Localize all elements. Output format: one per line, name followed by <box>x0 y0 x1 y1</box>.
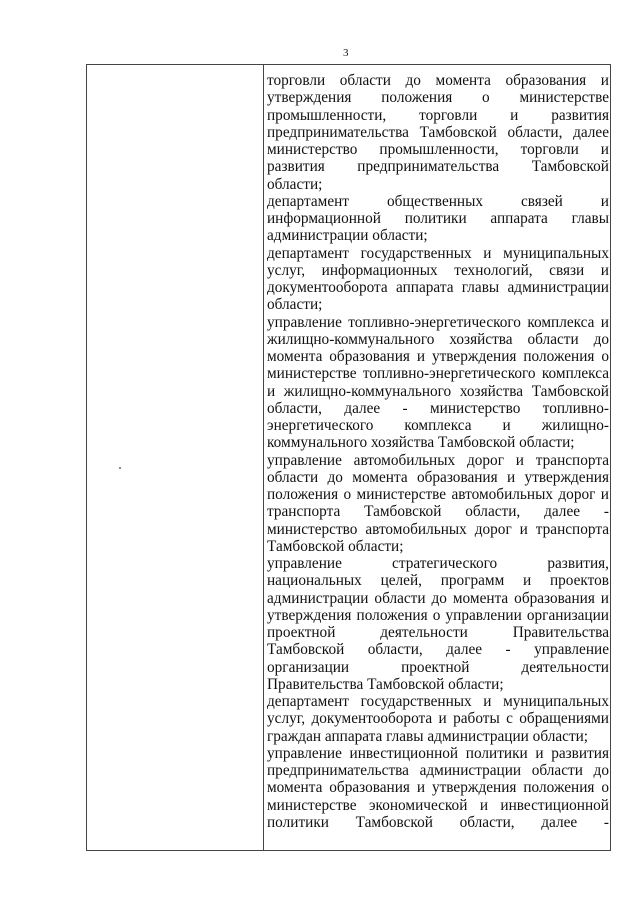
paragraph <box>267 452 609 556</box>
text-line: документооборота аппарата главы администрации <box>267 279 609 296</box>
text-line: утверждения положения о министерстве <box>267 89 609 107</box>
text-line: области, далее - министерство топливно- <box>267 399 609 417</box>
text-line: Тамбовской области, далее - управление <box>267 641 609 659</box>
text-line: информационной политики аппарата главы <box>267 210 609 227</box>
text-line: промышленности, торговли и развития <box>267 106 609 124</box>
column-divider <box>263 65 264 850</box>
text-line: момента образования и утверждения положения о <box>267 348 609 365</box>
paragraph <box>267 555 609 693</box>
paragraph <box>267 745 609 831</box>
text-line: области; <box>267 296 323 314</box>
paragraph <box>267 693 609 745</box>
text-line: национальных целей, программ и проектов <box>267 572 609 590</box>
text-line: утверждения положения о управлении организации <box>267 606 609 624</box>
text-line: управление топливно-энергетического комплекса и <box>267 313 609 331</box>
text-line: Правительства Тамбовской области; <box>267 675 504 693</box>
text-line: транспорта Тамбовской области, далее - <box>267 503 609 521</box>
text-line: коммунального хозяйства Тамбовской области; <box>267 434 575 452</box>
text-line: управление стратегического развития, <box>267 555 609 572</box>
text-line: граждан аппарата главы администрации области; <box>267 727 589 745</box>
text-line: администрации области до момента образования и <box>267 589 609 607</box>
text-line: администрации области; <box>267 227 428 245</box>
text-line: торговли области до момента образования и <box>267 72 609 89</box>
paragraph <box>267 245 609 314</box>
text-line: услуг, информационных технологий, связи и <box>267 261 609 279</box>
text-line: развития предпринимательства Тамбовской <box>267 158 609 176</box>
text-line: департамент общественных связей и <box>267 192 609 210</box>
text-line: жилищно-коммунального хозяйства области до <box>267 330 609 348</box>
text-line: управление инвестиционной политики и развития <box>267 744 609 762</box>
text-line: энергетического комплекса и жилищно- <box>267 417 609 434</box>
text-line: организации проектной деятельности <box>267 658 609 676</box>
text-line: Тамбовской области; <box>267 537 404 555</box>
text-line: управление автомобильных дорог и транспорта <box>267 451 609 469</box>
table-cell-text <box>267 72 609 831</box>
text-line: политики Тамбовской области, далее - <box>267 813 609 831</box>
text-line: департамент государственных и муниципальных <box>267 693 609 710</box>
text-line: и жилищно-коммунального хозяйства Тамбовской <box>267 382 609 400</box>
text-line: министерстве экономической и инвестиционной <box>267 796 609 814</box>
page-number: 3 <box>343 47 349 59</box>
text-line: положения о министерстве автомобильных дорог и <box>267 486 609 503</box>
text-line: предпринимательства администрации области до <box>267 762 609 779</box>
text-line: области до момента образования и утверждения <box>267 468 609 486</box>
text-line: министерстве топливно-энергетического комплекса <box>267 365 609 383</box>
paragraph <box>267 314 609 452</box>
text-line: услуг, документооборота и работы с обращениями <box>267 710 609 728</box>
text-line: министерство промышленности, торговли и <box>267 141 609 158</box>
text-line: министерство автомобильных дорог и транспорта <box>267 520 609 538</box>
paragraph <box>267 193 609 245</box>
text-line: момента образования и утверждения положения о <box>267 779 609 797</box>
text-line: проектной деятельности Правительства <box>267 624 609 641</box>
text-line: области; <box>267 175 323 193</box>
document-table <box>86 64 611 851</box>
text-line: предпринимательства Тамбовской области, далее <box>267 123 609 141</box>
paragraph <box>267 72 609 193</box>
text-line: департамент государственных и муниципальных <box>267 244 609 262</box>
